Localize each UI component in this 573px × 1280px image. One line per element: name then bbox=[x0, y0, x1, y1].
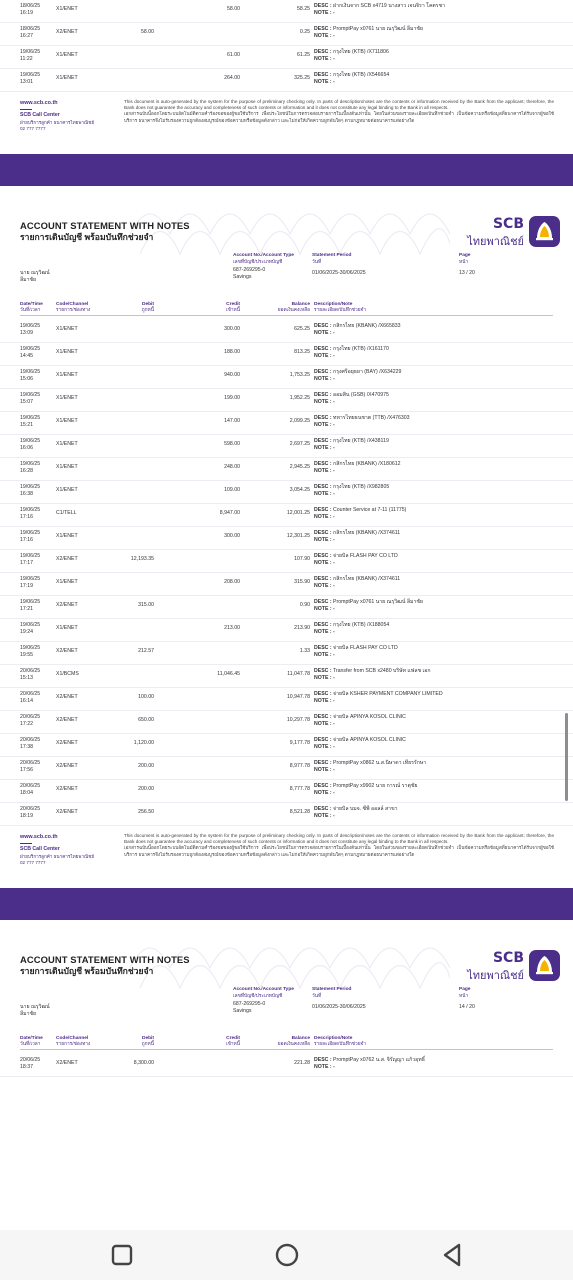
row-balance: 58.25 bbox=[297, 6, 310, 12]
col-code: Code/Channel bbox=[56, 302, 89, 307]
table-row bbox=[0, 573, 573, 596]
header-rule bbox=[20, 315, 553, 316]
col-credit: Credit bbox=[226, 1036, 240, 1041]
row-description: DESC : ทหารไทยธนชาต (TTB) /X476303 NOTE : - bbox=[314, 415, 410, 428]
back-icon[interactable] bbox=[438, 1240, 468, 1270]
row-description: DESC : กสิกรไทย (KBANK) /X374611 NOTE : - bbox=[314, 576, 401, 589]
footer-call-center: SCB Call Center bbox=[20, 112, 60, 118]
row-balance: 0.25 bbox=[299, 29, 310, 35]
row-balance: 2,099.25 bbox=[289, 418, 310, 424]
row-datetime: 19/06/25 19:24 bbox=[20, 622, 41, 635]
row-description: DESC : กรุงไทย (KTB) /X188054 NOTE : - bbox=[314, 622, 390, 635]
row-code-channel: X2/ENET bbox=[56, 648, 78, 654]
row-code-channel: C1/TELL bbox=[56, 510, 77, 516]
row-code-channel: X2/ENET bbox=[56, 556, 78, 562]
scb-logo-mark-icon bbox=[529, 950, 560, 981]
col-credit-th: เข้าหนี้ bbox=[225, 308, 240, 313]
page-header bbox=[0, 938, 573, 1054]
col-description-th: รายละเอียด/บันทึกช่วยจำ bbox=[314, 308, 367, 313]
row-code-channel: X2/ENET bbox=[56, 694, 78, 700]
row-datetime: 19/06/25 15:06 bbox=[20, 369, 41, 382]
row-datetime: 19/06/25 17:16 bbox=[20, 530, 41, 543]
row-balance: 0.90 bbox=[299, 602, 310, 608]
page-divider-band bbox=[0, 154, 573, 186]
col-balance: Balance bbox=[291, 302, 310, 307]
row-balance: 213.90 bbox=[294, 625, 310, 631]
row-balance: 221.28 bbox=[294, 1060, 310, 1066]
row-description: DESC : Counter Service at 7-11 (11775) NOTE : - bbox=[314, 507, 407, 520]
statement-title: ACCOUNT STATEMENT WITH NOTES bbox=[20, 220, 190, 231]
row-debit: 8,300.00 bbox=[133, 1060, 154, 1066]
row-description: DESC : จ่ายบิล FLASH PAY CO LTD NOTE : - bbox=[314, 645, 398, 658]
row-credit: 598.00 bbox=[224, 441, 240, 447]
account-number: 687-269295-0 Savings bbox=[233, 1001, 266, 1014]
row-datetime: 19/06/25 13:09 bbox=[20, 323, 41, 336]
row-description: DESC : กรุงไทย (KTB) /X711806 NOTE : - bbox=[314, 49, 389, 62]
period-label: Statement Period bbox=[312, 253, 352, 258]
row-datetime: 19/06/25 16:28 bbox=[20, 461, 41, 474]
account-number: 687-269295-0 Savings bbox=[233, 267, 266, 280]
row-code-channel: X1/ENET bbox=[56, 487, 78, 493]
row-description: DESC : จ่ายบิล บมจ. ซีพี ออลล์ สาขา NOTE : - bbox=[314, 806, 398, 819]
page-13-rows bbox=[0, 320, 573, 826]
row-credit: 300.00 bbox=[224, 533, 240, 539]
col-credit: Credit bbox=[226, 302, 240, 307]
footer-rule bbox=[20, 109, 32, 110]
row-datetime: 19/06/25 17:21 bbox=[20, 599, 41, 612]
page-gap bbox=[0, 920, 573, 938]
row-code-channel: X1/ENET bbox=[56, 625, 78, 631]
row-credit: 61.00 bbox=[227, 52, 240, 58]
table-row bbox=[0, 389, 573, 412]
page-label-th: หน้า bbox=[459, 260, 469, 265]
account-label: Account No./Account Type bbox=[233, 253, 294, 258]
page-12-rows bbox=[0, 0, 573, 92]
row-code-channel: X1/ENET bbox=[56, 418, 78, 424]
page-14-rows bbox=[0, 1054, 573, 1077]
row-datetime: 19/06/25 19:55 bbox=[20, 645, 41, 658]
col-description-th: รายละเอียด/บันทึกช่วยจำ bbox=[314, 1042, 367, 1047]
row-credit: 248.00 bbox=[224, 464, 240, 470]
row-description: DESC : PromptPay x0762 น.ส. จิรัญญา แก้วอุทธิ์ NOTE : - bbox=[314, 1057, 425, 1070]
row-datetime: 20/06/25 18:37 bbox=[20, 1057, 41, 1070]
statement-title-th: รายการเดินบัญชี พร้อมบันทึกช่วยจำ bbox=[20, 232, 154, 242]
table-row bbox=[0, 366, 573, 389]
row-datetime: 19/06/25 14:45 bbox=[20, 346, 41, 359]
table-row bbox=[0, 343, 573, 366]
page-header bbox=[0, 204, 573, 320]
row-balance: 813.25 bbox=[294, 349, 310, 355]
table-row bbox=[0, 320, 573, 343]
row-code-channel: X2/ENET bbox=[56, 1060, 78, 1066]
page-number: 13 / 20 bbox=[459, 270, 475, 276]
statement-title: ACCOUNT STATEMENT WITH NOTES bbox=[20, 954, 190, 965]
row-description: DESC : PromptPay x9902 นาย การณ์ ราตุชัย NOTE : - bbox=[314, 783, 418, 796]
row-description: DESC : PromptPay x0761 นาย ณรุวิฒน์ ลีมาชัย NOTE : - bbox=[314, 599, 423, 612]
footer-website-link[interactable]: www.scb.co.th bbox=[20, 834, 58, 840]
row-datetime: 18/06/25 16:19 bbox=[20, 3, 41, 16]
period-label-th: วันที่ bbox=[312, 994, 322, 999]
scb-logo-mark-icon bbox=[529, 216, 560, 247]
row-code-channel: X2/ENET bbox=[56, 717, 78, 723]
scb-logo-th: ไทยพาณิชย์ bbox=[467, 970, 524, 982]
statement-title-th: รายการเดินบัญชี พร้อมบันทึกช่วยจำ bbox=[20, 966, 154, 976]
row-balance: 11,047.78 bbox=[287, 671, 310, 677]
table-row bbox=[0, 481, 573, 504]
android-nav-bar bbox=[0, 1230, 573, 1280]
col-code-th: รายการ/ช่องทาง bbox=[56, 308, 91, 313]
header-rule bbox=[20, 1049, 553, 1050]
row-code-channel: X1/ENET bbox=[56, 6, 78, 12]
row-debit: 650.00 bbox=[138, 717, 154, 723]
row-debit: 100.00 bbox=[138, 694, 154, 700]
table-row bbox=[0, 458, 573, 481]
row-description: DESC : PromptPay x0761 นาย ณรุวิฒน์ ลีมาชัย NOTE : - bbox=[314, 26, 423, 39]
col-datetime-th: วันที่/เวลา bbox=[20, 1042, 41, 1047]
footer-disclaimer: This document is auto-generated by the system for the purpose of preliminary checking only. In parts of description/notes are the contents or information received by the Bank from the applicant; therefore, the Bank does not guarantee the accuracy and completeness of such contents or information and it does not constitute any legal binding to the Bank in all respects. เอกสารฉบับนี้ออกโดยระบบอัตโนมัติตามคำร้องขอของผู้ขอใช้บริการ เพื่อประโยชน์ในการตรวจสอบรายการในเบื้องต้นเท่านั้น โดยในส่วนของรายละเอียด/บันทึกช่วยจำ เป็นข้อความหรือข้อมูลที่ธนาคารได้รับจากผู้ขอใช้บริการ ธนาคารจึงไม่รับรองความถูกต้องสมบูรณ์ของข้อความหรือข้อมูลดังกล่าว และไม่ก่อให้เกิดความผูกพันใดๆ ตามกฎหมายต่อธนาคารแต่อย่างใด bbox=[124, 99, 554, 123]
row-credit: 213.00 bbox=[224, 625, 240, 631]
row-credit: 199.00 bbox=[224, 395, 240, 401]
row-description: DESC : ฝากเงินจาก SCB x4719 นางสาว เจนจิรา โคตรชา NOTE : - bbox=[314, 3, 446, 16]
scrollbar-thumb[interactable] bbox=[565, 713, 568, 801]
row-balance: 12,001.25 bbox=[286, 510, 310, 516]
table-row bbox=[0, 642, 573, 665]
row-datetime: 19/06/25 17:19 bbox=[20, 576, 41, 589]
table-row bbox=[0, 0, 573, 23]
row-debit: 200.00 bbox=[138, 786, 154, 792]
table-row bbox=[0, 550, 573, 573]
row-code-channel: X1/ENET bbox=[56, 464, 78, 470]
row-credit: 940.00 bbox=[224, 372, 240, 378]
row-credit: 8,947.00 bbox=[219, 510, 240, 516]
account-holder-name: นาย ณรุวิฒน์ ลีมาชัย bbox=[20, 1004, 50, 1017]
table-row bbox=[0, 665, 573, 688]
col-debit-th: ถูกหนี้ bbox=[141, 308, 154, 313]
row-debit: 12,193.35 bbox=[130, 556, 154, 562]
row-code-channel: X2/ENET bbox=[56, 29, 78, 35]
footer-call-center-th: ฝ่ายบริการลูกค้า ธนาคารไทยพาณิชย์ 02 777 7777 bbox=[20, 854, 95, 865]
account-label: Account No./Account Type bbox=[233, 987, 294, 992]
row-datetime: 20/06/25 17:56 bbox=[20, 760, 41, 773]
row-datetime: 19/06/25 17:16 bbox=[20, 507, 41, 520]
row-balance: 625.25 bbox=[294, 326, 310, 332]
table-row bbox=[0, 412, 573, 435]
table-row bbox=[0, 504, 573, 527]
row-datetime: 19/06/25 17:17 bbox=[20, 553, 41, 566]
scb-logo-th: ไทยพาณิชย์ bbox=[467, 236, 524, 248]
row-debit: 1,120.00 bbox=[133, 740, 154, 746]
row-description: DESC : จ่ายบิล FLASH PAY CO LTD NOTE : - bbox=[314, 553, 398, 566]
table-row bbox=[0, 596, 573, 619]
row-balance: 3,054.25 bbox=[289, 487, 310, 493]
row-balance: 1,753.25 bbox=[289, 372, 310, 378]
account-label-th: เลขที่บัญชี/ประเภทบัญชี bbox=[233, 260, 283, 265]
row-datetime: 19/06/25 13:01 bbox=[20, 72, 41, 85]
row-debit: 256.50 bbox=[138, 809, 154, 815]
table-row bbox=[0, 435, 573, 458]
row-description: DESC : จ่ายบิล APINYA KOSOL CLINIC NOTE : - bbox=[314, 714, 406, 727]
row-code-channel: X2/ENET bbox=[56, 602, 78, 608]
table-row bbox=[0, 46, 573, 69]
row-balance: 315.90 bbox=[294, 579, 310, 585]
table-row bbox=[0, 1054, 573, 1077]
row-code-channel: X1/ENET bbox=[56, 579, 78, 585]
row-credit: 264.00 bbox=[224, 75, 240, 81]
col-balance-th: ยอดเงินคงเหลือ bbox=[277, 308, 310, 313]
row-balance: 2,697.25 bbox=[289, 441, 310, 447]
col-debit: Debit bbox=[142, 302, 154, 307]
account-holder-name: นาย ณรุวิฒน์ ลีมาชัย bbox=[20, 270, 50, 283]
col-code-th: รายการ/ช่องทาง bbox=[56, 1042, 91, 1047]
row-code-channel: X1/BCMS bbox=[56, 671, 79, 677]
row-credit: 109.00 bbox=[224, 487, 240, 493]
row-description: DESC : กสิกรไทย (KBANK) /X665833 NOTE : - bbox=[314, 323, 401, 336]
row-description: DESC : กสิกรไทย (KBANK) /X180612 NOTE : - bbox=[314, 461, 401, 474]
row-description: DESC : กรุงไทย (KTB) /X438119 NOTE : - bbox=[314, 438, 389, 451]
period-label-th: วันที่ bbox=[312, 260, 322, 265]
row-balance: 10,297.78 bbox=[286, 717, 310, 723]
row-code-channel: X1/ENET bbox=[56, 75, 78, 81]
row-datetime: 19/06/25 11:22 bbox=[20, 49, 41, 62]
row-code-channel: X1/ENET bbox=[56, 52, 78, 58]
col-code: Code/Channel bbox=[56, 1036, 89, 1041]
row-description: DESC : กรุงศรีอยุธยา (BAY) /X634229 NOTE : - bbox=[314, 369, 402, 382]
page-gap bbox=[0, 186, 573, 204]
footer-call-center-th: ฝ่ายบริการลูกค้า ธนาคารไทยพาณิชย์ 02 777 7777 bbox=[20, 120, 95, 131]
scb-logo bbox=[467, 214, 560, 248]
row-datetime: 20/06/25 17:38 bbox=[20, 737, 41, 750]
page-label: Page bbox=[459, 987, 471, 992]
table-row bbox=[0, 69, 573, 92]
table-row bbox=[0, 619, 573, 642]
row-credit: 58.00 bbox=[227, 6, 240, 12]
row-debit: 58.00 bbox=[141, 29, 154, 35]
row-code-channel: X1/ENET bbox=[56, 395, 78, 401]
row-balance: 325.25 bbox=[294, 75, 310, 81]
col-balance-th: ยอดเงินคงเหลือ bbox=[277, 1042, 310, 1047]
page-divider-band bbox=[0, 888, 573, 920]
row-credit: 147.00 bbox=[224, 418, 240, 424]
row-balance: 12,301.25 bbox=[286, 533, 310, 539]
row-debit: 200.00 bbox=[138, 763, 154, 769]
statement-period: 01/06/2025-30/06/2025 bbox=[312, 1004, 366, 1010]
row-datetime: 19/06/25 15:07 bbox=[20, 392, 41, 405]
row-balance: 10,947.78 bbox=[286, 694, 310, 700]
col-description: Description/Note bbox=[314, 1036, 353, 1041]
account-label-th: เลขที่บัญชี/ประเภทบัญชี bbox=[233, 994, 283, 999]
row-description: DESC : จ่ายบิล KSHER PAYMENT COMPANY LIMITED NOTE : - bbox=[314, 691, 443, 704]
row-description: DESC : ออมสิน (GSB) /X470975 NOTE : - bbox=[314, 392, 389, 405]
page-footer bbox=[0, 92, 573, 154]
row-balance: 8,777.78 bbox=[289, 786, 310, 792]
col-datetime-th: วันที่/เวลา bbox=[20, 308, 41, 313]
scb-logo-text: SCB bbox=[492, 950, 524, 966]
row-debit: 212.57 bbox=[138, 648, 154, 654]
row-datetime: 19/06/25 15:21 bbox=[20, 415, 41, 428]
row-balance: 2,945.25 bbox=[289, 464, 310, 470]
col-description: Description/Note bbox=[314, 302, 353, 307]
row-code-channel: X1/ENET bbox=[56, 533, 78, 539]
footer-call-center: SCB Call Center bbox=[20, 846, 60, 852]
row-code-channel: X1/ENET bbox=[56, 326, 78, 332]
col-datetime: Date/Time bbox=[20, 302, 43, 307]
period-label: Statement Period bbox=[312, 987, 352, 992]
row-credit: 11,046.45 bbox=[217, 671, 240, 677]
row-code-channel: X2/ENET bbox=[56, 809, 78, 815]
page-label: Page bbox=[459, 253, 471, 258]
row-code-channel: X2/ENET bbox=[56, 763, 78, 769]
row-code-channel: X2/ENET bbox=[56, 786, 78, 792]
table-row bbox=[0, 757, 573, 780]
page-label-th: หน้า bbox=[459, 994, 469, 999]
row-datetime: 20/06/25 18:19 bbox=[20, 806, 41, 819]
row-datetime: 19/06/25 16:06 bbox=[20, 438, 41, 451]
row-datetime: 20/06/25 18:04 bbox=[20, 783, 41, 796]
row-credit: 208.00 bbox=[224, 579, 240, 585]
col-debit-th: ถูกหนี้ bbox=[141, 1042, 154, 1047]
page-number: 14 / 20 bbox=[459, 1004, 475, 1010]
row-balance: 8,521.28 bbox=[289, 809, 310, 815]
statement-period: 01/06/2025-30/06/2025 bbox=[312, 270, 366, 276]
row-debit: 315.00 bbox=[138, 602, 154, 608]
row-description: DESC : กรุงไทย (KTB) /X546654 NOTE : - bbox=[314, 72, 390, 85]
row-description: DESC : กสิกรไทย (KBANK) /X374611 NOTE : - bbox=[314, 530, 401, 543]
row-balance: 1.33 bbox=[299, 648, 310, 654]
row-credit: 300.00 bbox=[224, 326, 240, 332]
row-balance: 9,177.78 bbox=[289, 740, 310, 746]
row-datetime: 19/06/25 16:38 bbox=[20, 484, 41, 497]
page-footer bbox=[0, 826, 573, 888]
table-row bbox=[0, 803, 573, 826]
row-datetime: 20/06/25 15:13 bbox=[20, 668, 41, 681]
row-datetime: 18/06/25 16:27 bbox=[20, 26, 41, 39]
table-row bbox=[0, 734, 573, 757]
footer-disclaimer: This document is auto-generated by the system for the purpose of preliminary checking only. In parts of description/notes are the contents or information received by the Bank from the applicant; therefore, the Bank does not guarantee the accuracy and completeness of such contents or information and it does not constitute any legal binding to the Bank in all respects. เอกสารฉบับนี้ออกโดยระบบอัตโนมัติตามคำร้องขอของผู้ขอใช้บริการ เพื่อประโยชน์ในการตรวจสอบรายการในเบื้องต้นเท่านั้น โดยในส่วนของรายละเอียด/บันทึกช่วยจำ เป็นข้อความหรือข้อมูลที่ธนาคารได้รับจากผู้ขอใช้บริการ ธนาคารจึงไม่รับรองความถูกต้องสมบูรณ์ของข้อความหรือข้อมูลดังกล่าว และไม่ก่อให้เกิดความผูกพันใดๆ ตามกฎหมายต่อธนาคารแต่อย่างใด bbox=[124, 833, 554, 857]
row-description: DESC : กรุงไทย (KTB) /X161170 NOTE : - bbox=[314, 346, 389, 359]
row-balance: 1,952.25 bbox=[289, 395, 310, 401]
row-description: DESC : กรุงไทย (KTB) /X982805 NOTE : - bbox=[314, 484, 390, 497]
row-balance: 8,977.78 bbox=[289, 763, 310, 769]
col-debit: Debit bbox=[142, 1036, 154, 1041]
footer-website-link[interactable]: www.scb.co.th bbox=[20, 100, 58, 106]
home-icon[interactable] bbox=[272, 1240, 302, 1270]
table-row bbox=[0, 711, 573, 734]
row-description: DESC : Transfer from SCB x2480 บริษัท แฟลช เอก NOTE : - bbox=[314, 668, 431, 681]
row-credit: 188.00 bbox=[224, 349, 240, 355]
col-datetime: Date/Time bbox=[20, 1036, 43, 1041]
row-code-channel: X1/ENET bbox=[56, 372, 78, 378]
row-datetime: 20/06/25 16:14 bbox=[20, 691, 41, 704]
row-description: DESC : จ่ายบิล APINYA KOSOL CLINIC NOTE : - bbox=[314, 737, 406, 750]
col-credit-th: เข้าหนี้ bbox=[225, 1042, 240, 1047]
row-datetime: 20/06/25 17:22 bbox=[20, 714, 41, 727]
table-row bbox=[0, 780, 573, 803]
row-code-channel: X1/ENET bbox=[56, 349, 78, 355]
row-code-channel: X1/ENET bbox=[56, 441, 78, 447]
scb-logo bbox=[467, 948, 560, 982]
scb-logo-text: SCB bbox=[492, 216, 524, 232]
row-balance: 107.90 bbox=[294, 556, 310, 562]
table-row bbox=[0, 23, 573, 46]
table-row bbox=[0, 688, 573, 711]
table-row bbox=[0, 527, 573, 550]
footer-rule bbox=[20, 843, 32, 844]
row-code-channel: X2/ENET bbox=[56, 740, 78, 746]
col-balance: Balance bbox=[291, 1036, 310, 1041]
recents-icon[interactable] bbox=[107, 1240, 137, 1270]
row-balance: 61.25 bbox=[297, 52, 310, 58]
row-description: DESC : PromptPay x0862 น.ส.นิษาดา เทียรรักษา NOTE : - bbox=[314, 760, 427, 773]
